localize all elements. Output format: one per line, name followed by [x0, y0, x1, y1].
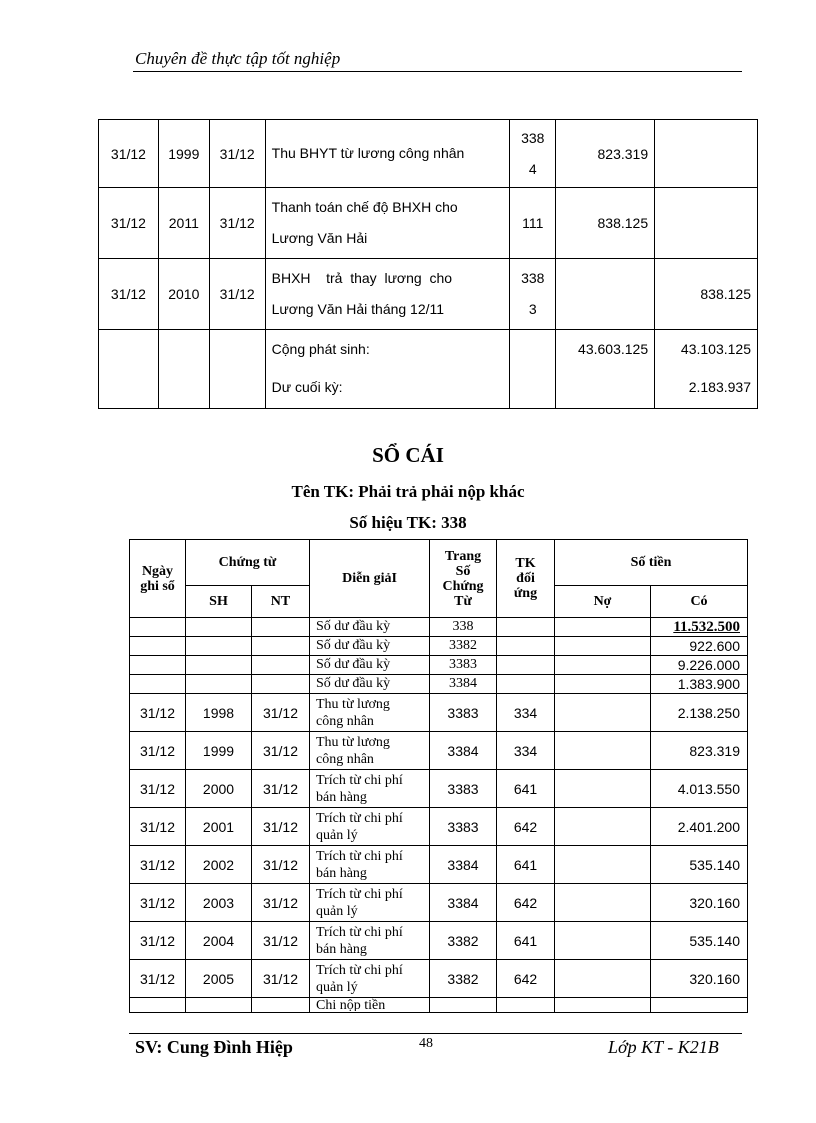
credit-cell: 1.383.900 — [651, 675, 748, 694]
credit-cell: 535.140 — [651, 922, 748, 960]
table-row — [130, 808, 748, 846]
nt-cell: 31/12 — [252, 846, 310, 884]
table-row — [130, 732, 748, 770]
page-cell: 3383 — [430, 770, 497, 808]
credit-cell — [655, 188, 758, 259]
header-text: TK — [515, 556, 536, 571]
credit-header: Có — [651, 586, 748, 618]
account-line: 338 — [521, 270, 545, 286]
account-line: 3 — [528, 301, 537, 317]
description-line: Thanh toán chế độ BHXH cho — [271, 199, 458, 215]
credit-cell: 838.125 — [655, 259, 758, 330]
empty-cell — [209, 330, 265, 409]
debit-cell — [555, 732, 651, 770]
description-cell: Số dư đầu kỳ — [310, 637, 430, 656]
page-cell: 3382 — [430, 922, 497, 960]
page-header — [430, 540, 497, 618]
description-line: Trích từ chi phí — [316, 810, 403, 826]
page-cell: 338 — [430, 618, 497, 637]
opening-balance-row — [130, 618, 748, 637]
counter-account-cell: 642 — [497, 808, 555, 846]
sh-cell: 2001 — [186, 808, 252, 846]
date-cell: 31/12 — [130, 808, 186, 846]
account-name: Tên TK: Phải trả phải nộp khác — [291, 482, 525, 501]
sh-cell: 2002 — [186, 846, 252, 884]
credit-cell: 320.160 — [651, 960, 748, 998]
amount-header: Số tiền — [555, 540, 748, 586]
description-cell: Số dư đầu kỳ — [310, 675, 430, 694]
summary-row — [99, 330, 758, 409]
nt-header: NT — [252, 586, 310, 618]
footer-rule — [129, 1033, 742, 1034]
date-cell: 31/12 — [130, 770, 186, 808]
nt-cell: 31/12 — [252, 732, 310, 770]
page-number: 48 — [419, 1036, 433, 1051]
voucher-date-cell: 31/12 — [209, 120, 265, 188]
description-line: Thu từ lương — [316, 696, 390, 712]
table-row — [130, 960, 748, 998]
account-line: 338 — [521, 129, 545, 146]
date-cell: 31/12 — [130, 694, 186, 732]
debit-cell — [556, 259, 655, 330]
voucher-number-cell: 2010 — [158, 259, 209, 330]
credit-cell: 2.401.200 — [651, 808, 748, 846]
page-cell: 3383 — [430, 694, 497, 732]
description-cell — [310, 922, 430, 960]
account-cell — [510, 259, 556, 330]
header-text: Từ — [454, 593, 472, 609]
date-cell: 31/12 — [130, 732, 186, 770]
date-cell: 31/12 — [130, 922, 186, 960]
sh-cell: 2005 — [186, 960, 252, 998]
header-row — [130, 540, 748, 586]
description-cell — [310, 846, 430, 884]
description-cell — [310, 884, 430, 922]
credit-cell: 4.013.550 — [651, 770, 748, 808]
description-line: Lương Văn Hải — [271, 230, 368, 246]
description-line: Trích từ chi phí — [316, 848, 403, 864]
nt-cell: 31/12 — [252, 770, 310, 808]
description-cell — [310, 694, 430, 732]
voucher-header: Chứng từ — [186, 540, 310, 586]
counter-account-cell: 641 — [497, 770, 555, 808]
description-cell — [265, 188, 510, 259]
debit-cell — [555, 922, 651, 960]
counter-account-cell: 334 — [497, 694, 555, 732]
counter-account-cell: 641 — [497, 846, 555, 884]
empty-cell — [510, 330, 556, 409]
counter-account-cell: 641 — [497, 922, 555, 960]
header-text: Ngày — [141, 563, 174, 579]
header-text: Trang — [444, 548, 482, 564]
date-header — [130, 540, 186, 618]
ledger-table — [129, 539, 748, 1013]
page-cell: 3384 — [430, 732, 497, 770]
description-line: quản lý — [316, 979, 358, 995]
ledger-title: SỔ CÁI — [372, 443, 444, 467]
description-line: Trích từ chi phí — [316, 886, 403, 902]
page-cell: 3384 — [430, 884, 497, 922]
credit-cell: 320.160 — [651, 884, 748, 922]
page-cell: 3382 — [430, 637, 497, 656]
description-cell — [310, 960, 430, 998]
total-credit: 43.103.125 — [680, 341, 751, 357]
counter-account-cell: 642 — [497, 960, 555, 998]
voucher-number-cell: 1999 — [158, 120, 209, 188]
debit-cell — [555, 694, 651, 732]
counter-account-header — [497, 540, 555, 618]
opening-balance-row — [130, 675, 748, 694]
class-name: Lớp KT - K21B — [608, 1037, 719, 1057]
table-row — [130, 998, 748, 1013]
empty-cell — [99, 330, 159, 409]
description-line: bán hàng — [316, 941, 367, 957]
date-cell: 31/12 — [99, 188, 159, 259]
credit-cell — [655, 120, 758, 188]
student-name: SV: Cung Đình Hiệp — [135, 1037, 293, 1057]
opening-balance-row — [130, 656, 748, 675]
description-line: Chi nộp tiền — [316, 998, 386, 1011]
table-row — [130, 846, 748, 884]
description-header: Diễn giảI — [310, 540, 430, 618]
opening-balance-row — [130, 637, 748, 656]
page-cell: 3382 — [430, 960, 497, 998]
description-line: Trích từ chi phí — [316, 772, 403, 788]
table-row — [130, 884, 748, 922]
empty-cell — [158, 330, 209, 409]
credit-cell: 922.600 — [651, 637, 748, 656]
account-cell: 111 — [510, 188, 556, 259]
table-row — [99, 188, 758, 259]
page-cell: 3384 — [430, 846, 497, 884]
credit-cell: 9.226.000 — [651, 656, 748, 675]
date-cell: 31/12 — [130, 884, 186, 922]
header-text: ứng — [513, 586, 538, 601]
date-cell: 31/12 — [130, 960, 186, 998]
credit-cell: 823.319 — [651, 732, 748, 770]
debit-cell: 838.125 — [556, 188, 655, 259]
page-header-title: Chuyên đề thực tập tốt nghiệp — [135, 49, 341, 68]
header-text: đối — [516, 571, 535, 586]
closing-balance-label: Dư cuối kỳ: — [271, 379, 343, 395]
sh-header: SH — [186, 586, 252, 618]
summary-credit — [655, 330, 758, 409]
nt-cell: 31/12 — [252, 922, 310, 960]
description-line: BHXH trả thay lương cho — [271, 270, 453, 286]
table-row — [130, 694, 748, 732]
description-line: Trích từ chi phí — [316, 962, 403, 978]
description-line: công nhân — [316, 751, 374, 767]
nt-cell: 31/12 — [252, 694, 310, 732]
description-cell: Số dư đầu kỳ — [310, 656, 430, 675]
voucher-date-cell: 31/12 — [209, 188, 265, 259]
date-cell: 31/12 — [99, 259, 159, 330]
description-cell — [310, 770, 430, 808]
description-cell — [310, 732, 430, 770]
nt-cell: 31/12 — [252, 960, 310, 998]
description-line: bán hàng — [316, 789, 367, 805]
description-cell — [310, 808, 430, 846]
counter-account-cell: 334 — [497, 732, 555, 770]
account-number: Số hiệu TK: 338 — [349, 513, 467, 532]
total-arising-label: Cộng phát sinh: — [271, 341, 370, 357]
continuation-table — [98, 119, 758, 409]
header-text: Chứng — [442, 578, 484, 594]
date-cell: 31/12 — [130, 846, 186, 884]
total-debit: 43.603.125 — [556, 330, 655, 409]
sh-cell: 2000 — [186, 770, 252, 808]
table-row — [99, 120, 758, 188]
debit-header: Nợ — [555, 586, 651, 618]
account-cell — [510, 120, 556, 188]
summary-labels — [265, 330, 510, 409]
description-line: Thu từ lương — [316, 734, 390, 750]
header-rule — [133, 71, 742, 72]
nt-cell: 31/12 — [252, 808, 310, 846]
debit-cell — [555, 808, 651, 846]
debit-cell — [555, 960, 651, 998]
debit-cell: 823.319 — [556, 120, 655, 188]
table-row — [99, 259, 758, 330]
voucher-date-cell: 31/12 — [209, 259, 265, 330]
counter-account-cell: 642 — [497, 884, 555, 922]
credit-cell: 11.532.500 — [651, 618, 748, 637]
page-cell: 3383 — [430, 808, 497, 846]
nt-cell: 31/12 — [252, 884, 310, 922]
debit-cell — [555, 770, 651, 808]
description-line: Lương Văn Hải tháng 12/11 — [271, 301, 445, 317]
voucher-number-cell: 2011 — [158, 188, 209, 259]
credit-cell: 2.138.250 — [651, 694, 748, 732]
description-cell — [310, 998, 430, 1013]
account-line: 4 — [528, 160, 537, 177]
credit-cell: 535.140 — [651, 846, 748, 884]
debit-cell — [555, 846, 651, 884]
page-cell: 3384 — [430, 675, 497, 694]
header-text: Số — [455, 563, 471, 579]
sh-cell: 1998 — [186, 694, 252, 732]
closing-balance-value: 2.183.937 — [688, 379, 751, 395]
description-line: Trích từ chi phí — [316, 924, 403, 940]
sh-cell: 2003 — [186, 884, 252, 922]
description-line: công nhân — [316, 713, 374, 729]
description-cell — [265, 259, 510, 330]
date-cell: 31/12 — [99, 120, 159, 188]
description-line: bán hàng — [316, 865, 367, 881]
header-text: ghi sổ — [140, 578, 175, 594]
description-line: quản lý — [316, 827, 358, 843]
description-line: quản lý — [316, 903, 358, 919]
page-cell: 3383 — [430, 656, 497, 675]
sh-cell: 2004 — [186, 922, 252, 960]
description-cell: Số dư đầu kỳ — [310, 618, 430, 637]
table-row — [130, 770, 748, 808]
description-cell: Thu BHYT từ lương công nhân — [265, 120, 510, 188]
sh-cell: 1999 — [186, 732, 252, 770]
table-row — [130, 922, 748, 960]
debit-cell — [555, 884, 651, 922]
